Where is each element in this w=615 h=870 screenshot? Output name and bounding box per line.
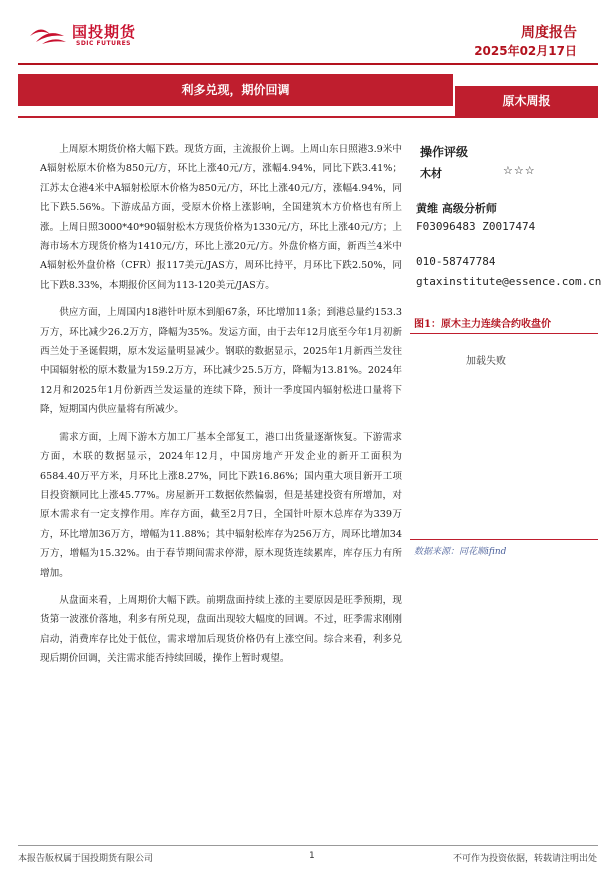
paragraph-outlook: 从盘面来看，上周期价大幅下跌。前期盘面持续上涨的主要原因是旺季预期，现货第一波涨价落地，利多有所兑现，盘面出现较大幅度的回调。不过，旺季需求刚刚启动，消费库存比处于低位，需求增加后现货价格仍有上涨空间。综合来看，利多兑现后期价回调，关注需求能否持续回暖，操作上暂时观望。 [40, 594, 402, 665]
analyst-phone: 010-58747784 [416, 255, 496, 268]
page-number: 1 [309, 851, 315, 861]
data-source: 数据来源：同花顺ifind [414, 547, 507, 557]
logo-text-cn: 国投期货 [72, 23, 137, 41]
analyst-email: gtaxinstitute@essence.com.cn [416, 275, 602, 288]
weekly-tab-label: 原木周报 [502, 94, 551, 108]
sdic-logo-icon [28, 22, 68, 46]
title-band [18, 74, 453, 106]
rating-item: 木材 [420, 167, 442, 180]
header-rule [18, 63, 598, 65]
logo-text-en: SDIC FUTURES [76, 40, 132, 47]
report-title: 利多兑现，期价回调 [181, 83, 290, 97]
report-date: 2025年02月17日 [474, 44, 577, 58]
weekly-tab [455, 86, 598, 116]
analyst-certificate: F03096483 Z0017474 [416, 220, 536, 233]
paragraph-supply: 供应方面，上周国内18港针叶原木到船67条，环比增加11条；到港总量约153.3万方，环比减少26.2万方，降幅为35%。发运方面，由于去年12月底至今年1月初新西兰处于圣诞假期，原木发运量明显减少。钢联的数据显示，2025年1月新西兰发往中国辐射松的原木数量为159.2万方，环比减少25.5万方，降幅为13.81%。2024年12月和2025年1月份新西兰发运量的连续下降，预计一季度国内辐射松进口量将下降，短期国内供应量将有所减少。 [40, 307, 402, 416]
figure-load-failed: 加载失败 [466, 356, 506, 367]
body-column [40, 140, 402, 677]
footer-rule [18, 845, 598, 846]
figure-title: 图1：原木主力连续合约收盘价 [414, 319, 551, 330]
source-rule [410, 539, 598, 540]
footer-disclaimer: 不可作为投资依据，转载请注明出处 [452, 854, 597, 864]
figure-rule [410, 333, 598, 334]
report-type: 周度报告 [521, 25, 577, 41]
footer-copyright: 本报告版权属于国投期货有限公司 [18, 854, 154, 864]
rating-stars: ☆☆☆ [503, 164, 536, 177]
rating-title: 操作评级 [420, 145, 469, 159]
paragraph-demand: 需求方面，上周下游木方加工厂基本全部复工，港口出货量逐渐恢复。下游需求方面，木联的数据显示，2024年12月，中国房地产开发企业的新开工面积为6584.40万平方米，月环比上涨8.27%，同比下跌16.86%；国内重大项目新开工项目投资额同比上涨45.77%。房屋新开工数据依然偏弱，但是基建投资有所增加，对原木需求有一定支撑作用。库存方面，截至2月7日，全国针叶原木总库存为339万方，环比增加36万方，增幅为11.88%；其中辐射松库存为256万方，周环比增加34万方，增幅为15.32%。由于春节期间需求停滞，原木现货连续累库，库存压力有所增加。 [40, 431, 402, 579]
paragraph-market: 上周原木期货价格大幅下跌。现货方面，主流报价上调。上周山东日照港3.9米中A辐射松原木价格为850元/方，环比上涨40元/方，涨幅4.94%，同比下跌3.41%；江苏太仓港4米中A辐射松原木价格为850元/方，环比上涨40元/方，涨幅4.94%，同比下跌5.56%。下游成品方面，受原木价格上涨影响，全国建筑木方价格也有所上涨。上周日照3000*40*90辐射松木方现货价格为1330元/方，环比上涨40元/方；上海市场木方现货价格为1410元/方，环比上涨20元/方。外盘价格方面，新西兰4米中A辐射松外盘价格（CFR）报117美元/JAS方，周环比持平，月环比下跌2.50%，同比下跌8.33%，本期报价区间为113-120美元/JAS方。 [40, 144, 402, 291]
analyst-name: 黄维 高级分析师 [416, 202, 497, 215]
title-rule [18, 116, 598, 118]
